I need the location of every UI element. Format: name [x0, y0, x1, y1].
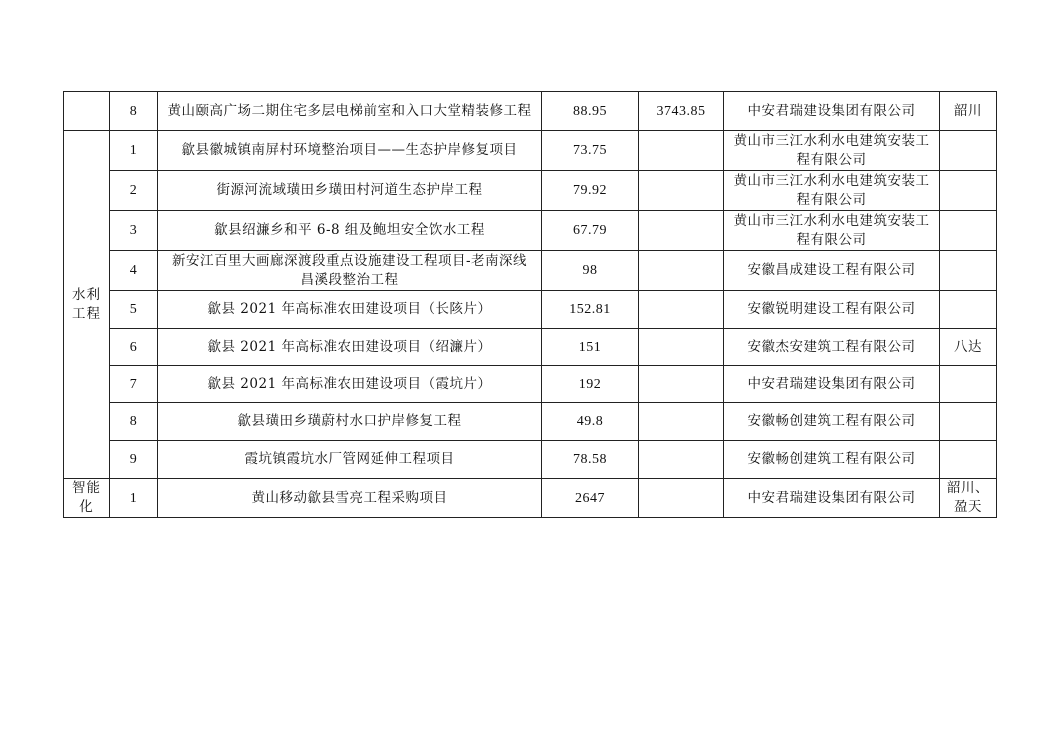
company-name: 中安君瑞建设集团有限公司 — [724, 92, 940, 131]
remark — [940, 441, 997, 479]
subtotal — [639, 441, 724, 479]
amount: 79.92 — [542, 171, 639, 211]
amount: 151 — [542, 329, 639, 366]
amount: 2647 — [542, 479, 639, 518]
project-name: 新安江百里大画廊深渡段重点设施建设工程项目-老南深线昌溪段整治工程 — [158, 251, 542, 291]
amount: 88.95 — [542, 92, 639, 131]
company-name: 黄山市三江水利水电建筑安装工程有限公司 — [724, 131, 940, 171]
row-number: 3 — [110, 211, 158, 251]
subtotal: 3743.85 — [639, 92, 724, 131]
project-name: 歙县绍濂乡和平 6-8 组及鲍坦安全饮水工程 — [158, 211, 542, 251]
row-number: 1 — [110, 479, 158, 518]
row-number: 4 — [110, 251, 158, 291]
amount: 78.58 — [542, 441, 639, 479]
project-name: 霞坑镇霞坑水厂管网延伸工程项目 — [158, 441, 542, 479]
subtotal — [639, 211, 724, 251]
row-number: 5 — [110, 291, 158, 329]
category-cell: 智能化 — [64, 479, 110, 518]
row-number: 8 — [110, 92, 158, 131]
remark: 韶川 — [940, 92, 997, 131]
company-name: 安徽锐明建设工程有限公司 — [724, 291, 940, 329]
company-name: 安徽昌成建设工程有限公司 — [724, 251, 940, 291]
amount: 192 — [542, 366, 639, 403]
row-number: 1 — [110, 131, 158, 171]
row-number: 2 — [110, 171, 158, 211]
project-name: 歙县璜田乡璜蔚村水口护岸修复工程 — [158, 403, 542, 441]
table-row — [64, 403, 997, 441]
table-row — [64, 251, 997, 291]
subtotal — [639, 403, 724, 441]
subtotal — [639, 329, 724, 366]
remark — [940, 131, 997, 171]
amount: 67.79 — [542, 211, 639, 251]
company-name: 安徽杰安建筑工程有限公司 — [724, 329, 940, 366]
remark — [940, 211, 997, 251]
company-name: 中安君瑞建设集团有限公司 — [724, 366, 940, 403]
project-name: 黄山颐高广场二期住宅多层电梯前室和入口大堂精装修工程 — [158, 92, 542, 131]
table-row — [64, 131, 997, 171]
company-name: 安徽畅创建筑工程有限公司 — [724, 403, 940, 441]
table-row — [64, 441, 997, 479]
project-name: 歙县徽城镇南屏村环境整治项目——生态护岸修复项目 — [158, 131, 542, 171]
subtotal — [639, 171, 724, 211]
row-number: 6 — [110, 329, 158, 366]
table-row — [64, 171, 997, 211]
table-row — [64, 329, 997, 366]
project-table — [63, 91, 997, 518]
subtotal — [639, 366, 724, 403]
remark — [940, 251, 997, 291]
row-number: 9 — [110, 441, 158, 479]
project-name: 街源河流域璜田乡璜田村河道生态护岸工程 — [158, 171, 542, 211]
table-row — [64, 366, 997, 403]
project-name: 歙县 2021 年高标准农田建设项目（霞坑片） — [158, 366, 542, 403]
amount: 49.8 — [542, 403, 639, 441]
project-name: 歙县 2021 年高标准农田建设项目（长陔片） — [158, 291, 542, 329]
company-name: 黄山市三江水利水电建筑安装工程有限公司 — [724, 211, 940, 251]
table-row — [64, 291, 997, 329]
subtotal — [639, 251, 724, 291]
category-cell: 水利工程 — [64, 131, 110, 479]
table-row — [64, 92, 997, 131]
subtotal — [639, 131, 724, 171]
amount: 152.81 — [542, 291, 639, 329]
table-row — [64, 479, 997, 518]
remark — [940, 171, 997, 211]
table-row — [64, 211, 997, 251]
category-cell — [64, 92, 110, 131]
remark — [940, 403, 997, 441]
row-number: 8 — [110, 403, 158, 441]
project-name: 歙县 2021 年高标准农田建设项目（绍濂片） — [158, 329, 542, 366]
company-name: 安徽畅创建筑工程有限公司 — [724, 441, 940, 479]
remark: 韶川、盈天 — [940, 479, 997, 518]
row-number: 7 — [110, 366, 158, 403]
subtotal — [639, 291, 724, 329]
remark — [940, 291, 997, 329]
company-name: 黄山市三江水利水电建筑安装工程有限公司 — [724, 171, 940, 211]
amount: 73.75 — [542, 131, 639, 171]
company-name: 中安君瑞建设集团有限公司 — [724, 479, 940, 518]
remark: 八达 — [940, 329, 997, 366]
remark — [940, 366, 997, 403]
subtotal — [639, 479, 724, 518]
amount: 98 — [542, 251, 639, 291]
project-name: 黄山移动歙县雪亮工程采购项目 — [158, 479, 542, 518]
